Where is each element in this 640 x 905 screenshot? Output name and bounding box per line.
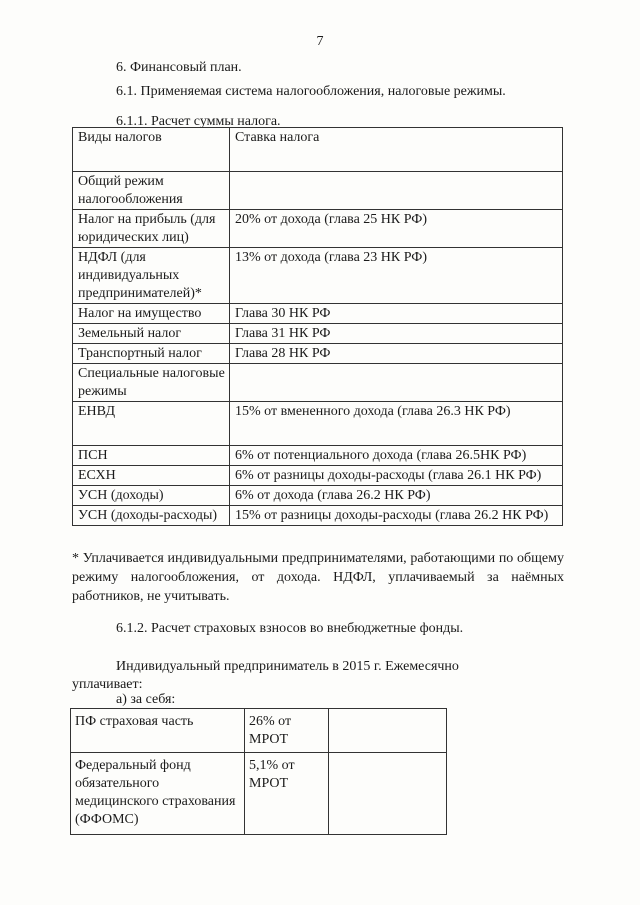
header-cell-rate: Ставка налога — [230, 128, 563, 172]
tax-type-cell: ЕСХН — [73, 466, 230, 486]
table-row — [73, 304, 563, 324]
tax-rate-cell: 13% от дохода (глава 23 НК РФ) — [230, 248, 563, 304]
tax-rate-cell: 20% от дохода (глава 25 НК РФ) — [230, 210, 563, 248]
subsection-heading: 6.1. Применяемая система налогообложения, налоговые режимы. — [116, 84, 506, 99]
table-row — [71, 753, 447, 835]
paragraph-line: уплачивает: — [72, 677, 143, 692]
table-row — [73, 446, 563, 466]
fund-rate-cell: 5,1% от МРОТ — [245, 753, 329, 835]
table-row — [73, 486, 563, 506]
table-row — [73, 344, 563, 364]
tax-rate-cell: 6% от потенциального дохода (глава 26.5НК РФ) — [230, 446, 563, 466]
table-row — [73, 364, 563, 402]
table-header-row — [73, 128, 563, 172]
tax-type-cell: УСН (доходы-расходы) — [73, 506, 230, 526]
fund-rate-cell: 26% от МРОТ — [245, 709, 329, 753]
subsection-heading-insurance: 6.1.2. Расчет страховых взносов во внебюджетные фонды. — [116, 621, 464, 636]
table-row — [71, 709, 447, 753]
tax-rate-cell: 15% от разницы доходы-расходы (глава 26.2 НК РФ) — [230, 506, 563, 526]
tax-rate-cell: Глава 31 НК РФ — [230, 324, 563, 344]
paragraph-line: Индивидуальный предприниматель в 2015 г. Ежемесячно — [116, 659, 459, 674]
tax-rate-cell: Глава 30 НК РФ — [230, 304, 563, 324]
tax-type-cell: Транспортный налог — [73, 344, 230, 364]
tax-type-cell: Общий режим налогообложения — [73, 172, 230, 210]
table-row — [73, 248, 563, 304]
page-number: 7 — [316, 34, 324, 49]
tax-type-cell: Налог на имущество — [73, 304, 230, 324]
insurance-table — [70, 708, 447, 835]
header-cell-type: Виды налогов — [73, 128, 230, 172]
tax-table — [72, 127, 563, 526]
tax-type-cell: ПСН — [73, 446, 230, 466]
tax-rate-cell — [230, 172, 563, 210]
table-row — [73, 172, 563, 210]
footnote: * Уплачивается индивидуальными предпринимателями, работающими по общему режиму налогообложения, от дохода. НДФЛ, уплачиваемый за наёмных работников, не учитывать. — [72, 551, 564, 604]
section-heading: 6. Финансовый план. — [116, 60, 242, 75]
fund-cell: ПФ страховая часть — [71, 709, 245, 753]
tax-rate-cell: Глава 28 НК РФ — [230, 344, 563, 364]
tax-rate-cell — [230, 364, 563, 402]
tax-type-cell: Налог на прибыль (для юридических лиц) — [73, 210, 230, 248]
table-row — [73, 324, 563, 344]
tax-type-cell: ЕНВД — [73, 402, 230, 446]
tax-type-cell: УСН (доходы) — [73, 486, 230, 506]
table-row — [73, 506, 563, 526]
list-label: а) за себя: — [116, 692, 176, 707]
tax-rate-cell: 15% от вмененного дохода (глава 26.3 НК РФ) — [230, 402, 563, 446]
tax-type-cell: НДФЛ (для индивидуальных предпринимателей)* — [73, 248, 230, 304]
table-row — [73, 210, 563, 248]
fund-amount-cell — [329, 753, 447, 835]
tax-type-cell: Специальные налоговые режимы — [73, 364, 230, 402]
tax-rate-cell: 6% от разницы доходы-расходы (глава 26.1 НК РФ) — [230, 466, 563, 486]
fund-amount-cell — [329, 709, 447, 753]
tax-rate-cell: 6% от дохода (глава 26.2 НК РФ) — [230, 486, 563, 506]
fund-cell: Федеральный фонд обязательного медицинского страхования (ФФОМС) — [71, 753, 245, 835]
tax-type-cell: Земельный налог — [73, 324, 230, 344]
table-caption: 6.1.1. Расчет суммы налога. — [116, 114, 281, 129]
table-row — [73, 402, 563, 446]
table-row — [73, 466, 563, 486]
